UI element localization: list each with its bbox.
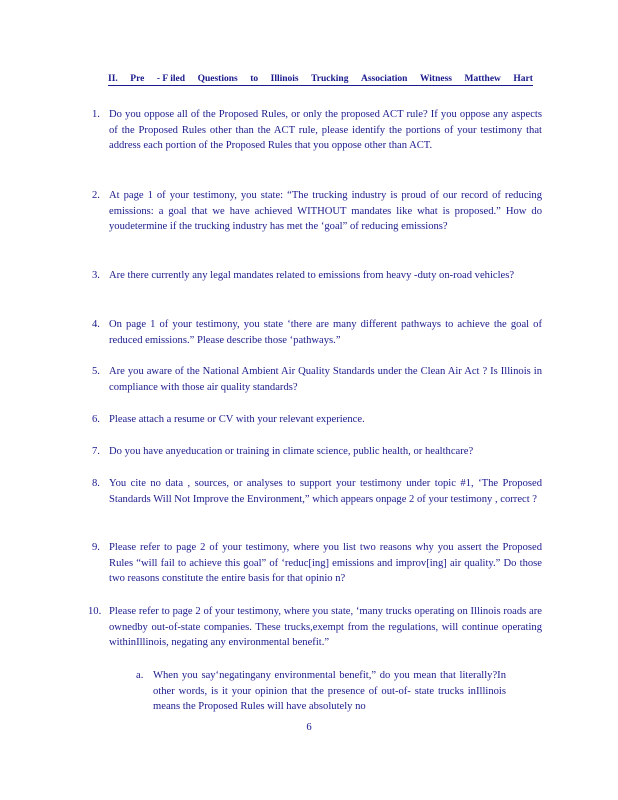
- question-6: [92, 412, 542, 428]
- heading-word: Illinois: [270, 74, 299, 84]
- heading-word: Pre: [130, 74, 145, 84]
- question-number: 9.: [92, 542, 100, 553]
- question-text: Do you have anyeducation or training in climate science, public health, or healthcare?: [109, 446, 474, 457]
- question-number: 10.: [88, 606, 102, 617]
- question-number: 8.: [92, 478, 100, 489]
- question-7: [92, 444, 542, 460]
- question-text: Are you aware of the National Ambient Air Quality Standards under the Clean Air Act ? Is Illinois in compliance with those air quality standards?: [109, 366, 542, 393]
- question-text: At page 1 of your testimony, you state: “The trucking industry is proud of our record of reducing emissions: a goal that we have achieved WITHOUT mandates like what is proposed.” How do youdetermine if the trucking industry has met the ‘goal” of reducing emissions?: [109, 190, 542, 233]
- section-heading: [108, 74, 533, 86]
- question-8: [92, 476, 542, 507]
- question-9: [92, 540, 542, 587]
- page-number: 6: [306, 722, 312, 733]
- heading-word: Matthew: [464, 74, 501, 84]
- question-number: 3.: [92, 270, 100, 281]
- question-3: [92, 268, 542, 284]
- question-text: Do you oppose all of the Proposed Rules, or only the proposed ACT rule? If you oppose any aspects of the Proposed Rules other than the ACT rule, please identify the portions of your testimony that address each portion of the Proposed Rules that you oppose other than ACT.: [109, 109, 542, 152]
- question-text: You cite no data , sources, or analyses to support your testimony under topic #1, ‘The Proposed Standards Will Not Improve the Environment,” which appears onpage 2 of your testimony , correct ?: [109, 478, 542, 505]
- question-number: 1.: [92, 109, 100, 120]
- question-10: [88, 604, 542, 651]
- subquestion-text: When you say‘negatingany environmental benefit,” do you mean that literally?In other words, is it your opinion that the presence of out-of- state trucks inIllinois means the Proposed Rules will have absolutely no: [153, 670, 506, 713]
- question-number: 5.: [92, 366, 100, 377]
- heading-word: - F iled: [156, 74, 186, 84]
- question-number: 4.: [92, 319, 100, 330]
- heading-word: Trucking: [311, 74, 349, 84]
- heading-word: Witness: [419, 74, 452, 84]
- question-text: Are there currently any legal mandates related to emissions from heavy -duty on-road vehicles?: [109, 270, 515, 281]
- section-roman-numeral: II.: [108, 74, 118, 84]
- question-text: On page 1 of your testimony, you state ‘there are many different pathways to achieve the goal of reduced emissions.” Please describe those ‘pathways.”: [109, 319, 542, 346]
- question-number: 6.: [92, 414, 100, 425]
- question-text: Please refer to page 2 of your testimony, where you list two reasons why you assert the Proposed Rules “will fail to achieve this goal” of ‘reduc[ing] emissions and improv[ing] air quality.” Do those two reasons constitute the entire basis for that opinio n?: [109, 542, 542, 585]
- question-2: [92, 188, 542, 235]
- heading-word: Hart: [513, 74, 533, 84]
- question-1: [92, 107, 542, 154]
- question-text: Please refer to page 2 of your testimony, where you state, ‘many trucks operating on Illinois roads are ownedby out-of-state companies. These trucks,exempt from the regulations, will continue operating withinIllinois, negating any environmental benefit.”: [109, 606, 542, 649]
- question-number: 2.: [92, 190, 100, 201]
- heading-word: Association: [360, 74, 408, 84]
- question-text: Please attach a resume or CV with your relevant experience.: [109, 414, 365, 425]
- subquestion-letter: a.: [136, 670, 144, 681]
- question-5: [92, 364, 542, 395]
- heading-word: Questions: [197, 74, 238, 84]
- subquestion-a: [136, 668, 506, 715]
- question-4: [92, 317, 542, 348]
- heading-word: to: [250, 74, 259, 84]
- question-number: 7.: [92, 446, 100, 457]
